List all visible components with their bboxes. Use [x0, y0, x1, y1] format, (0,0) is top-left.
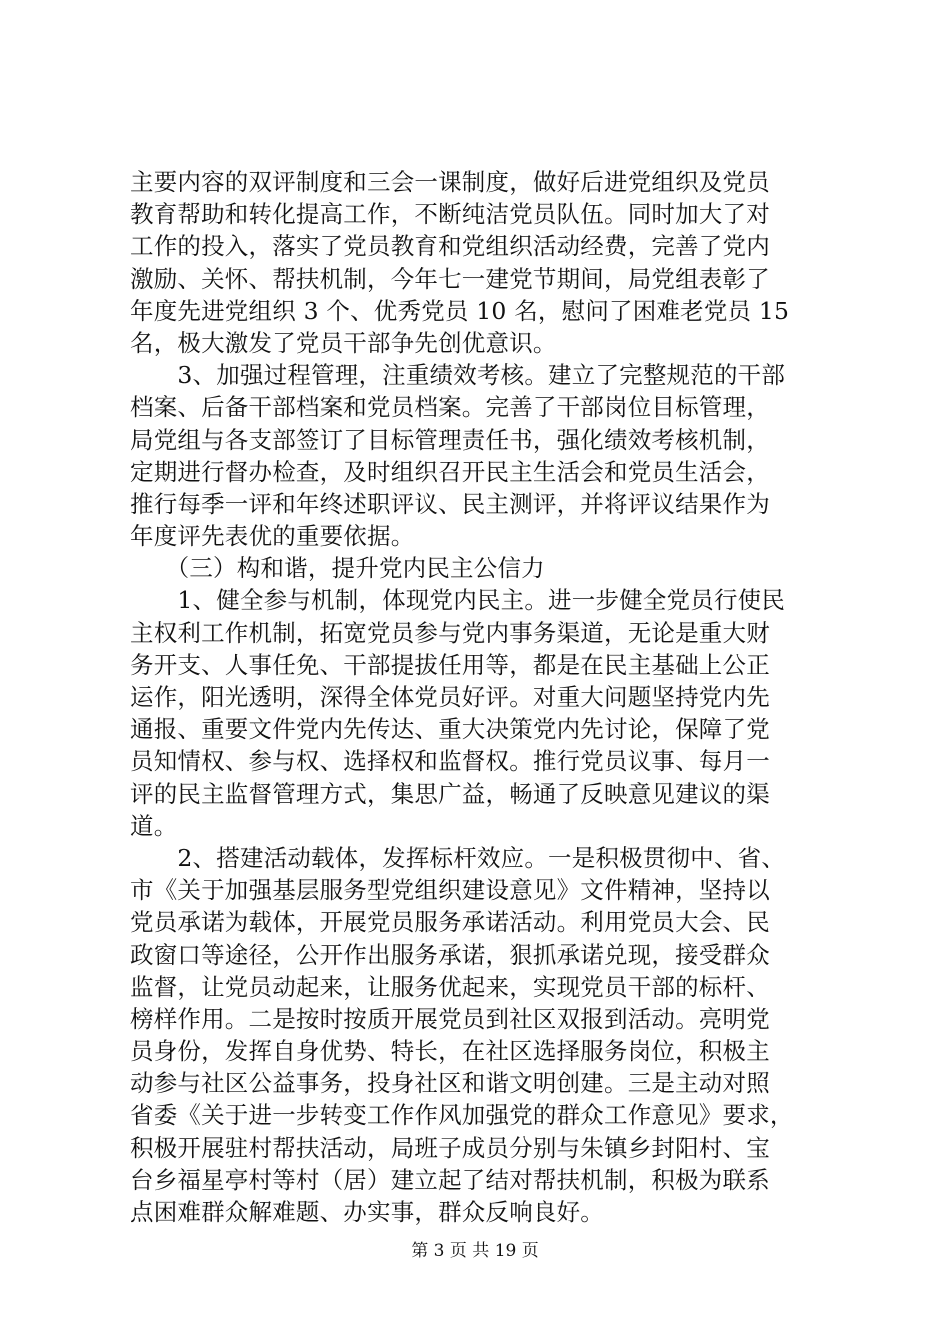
text-line: 动参与社区公益事务，投身社区和谐文明创建。三是主动对照: [130, 1069, 770, 1098]
text-line: 务开支、人事任免、干部提拔任用等，都是在民主基础上公正: [130, 650, 770, 679]
section-heading: （三）构和谐，提升党内民主公信力: [130, 554, 545, 583]
text-line: 运作，阳光透明，深得全体党员好评。对重大问题坚持党内先: [130, 683, 770, 711]
text-line: 1、健全参与机制，体现党内民主。进一步健全党员行使民: [130, 586, 786, 615]
text-line: 员身份，发挥自身优势、特长，在社区选择服务岗位，积极主: [130, 1037, 770, 1066]
text-line: 积极开展驻村帮扶活动，局班子成员分别与朱镇乡封阳村、宝: [130, 1133, 770, 1162]
text-line: 监督，让党员动起来，让服务优起来，实现党员干部的标杆、: [130, 972, 770, 1001]
text-line: 通报、重要文件党内先传达、重大决策党内先讨论，保障了党: [130, 715, 770, 744]
page-number-label: 第 3 页 共 19 页: [411, 1241, 539, 1261]
text-line: 主权利工作机制，拓宽党员参与党内事务渠道，无论是重大财: [130, 618, 770, 647]
text-line: 2、搭建活动载体，发挥标杆效应。一是积极贯彻中、省、: [130, 843, 786, 872]
text-line: 3、加强过程管理，注重绩效考核。建立了完整规范的干部: [130, 361, 786, 390]
text-line: 激励、关怀、帮扶机制，今年七一建党节期间，局党组表彰了: [130, 264, 770, 293]
text-line: 推行每季一评和年终述职评议、民主测评，并将评议结果作为: [130, 489, 770, 518]
text-line: 定期进行督办检查，及时组织召开民主生活会和党员生活会，: [130, 457, 770, 486]
text-line: 评的民主监督管理方式，集思广益，畅通了反映意见建议的渠: [130, 779, 770, 808]
text-line: 局党组与各支部签订了目标管理责任书，强化绩效考核机制，: [130, 425, 770, 454]
text-line: 榜样作用。二是按时按质开展党员到社区双报到活动。亮明党: [130, 1004, 770, 1033]
text-line: 员知情权、参与权、选择权和监督权。推行党员议事、每月一: [130, 747, 770, 776]
text-line: 党员承诺为载体，开展党员服务承诺活动。利用党员大会、民: [130, 908, 770, 937]
text-line: 市《关于加强基层服务型党组织建设意见》文件精神，坚持以: [130, 876, 770, 905]
text-line: 省委《关于进一步转变工作作风加强党的群众工作意见》要求，: [130, 1101, 794, 1130]
text-line: 点困难群众解难题、办实事，群众反响良好。: [130, 1198, 604, 1226]
page-footer: [0, 1240, 950, 1262]
text-line: 档案、后备干部档案和党员档案。完善了干部岗位目标管理，: [130, 393, 770, 422]
body-text: [130, 166, 830, 1228]
text-line: 年度评先表优的重要依据。: [130, 522, 415, 551]
text-line: 工作的投入，落实了党员教育和党组织活动经费，完善了党内: [130, 232, 770, 261]
text-line: 主要内容的双评制度和三会一课制度，做好后进党组织及党员: [130, 168, 770, 196]
text-line: 政窗口等途径，公开作出服务承诺，狠抓承诺兑现，接受群众: [130, 940, 770, 969]
text-line: 年度先进党组织 3 个、优秀党员 10 名，慰问了困难老党员 15: [130, 296, 790, 325]
text-line: 名，极大激发了党员干部争先创优意识。: [130, 328, 557, 357]
text-line: 道。: [130, 811, 178, 840]
text-line: 台乡福星亭村等村（居）建立起了结对帮扶机制，积极为联系: [130, 1165, 770, 1194]
text-line: 教育帮助和转化提高工作，不断纯洁党员队伍。同时加大了对: [130, 200, 770, 229]
